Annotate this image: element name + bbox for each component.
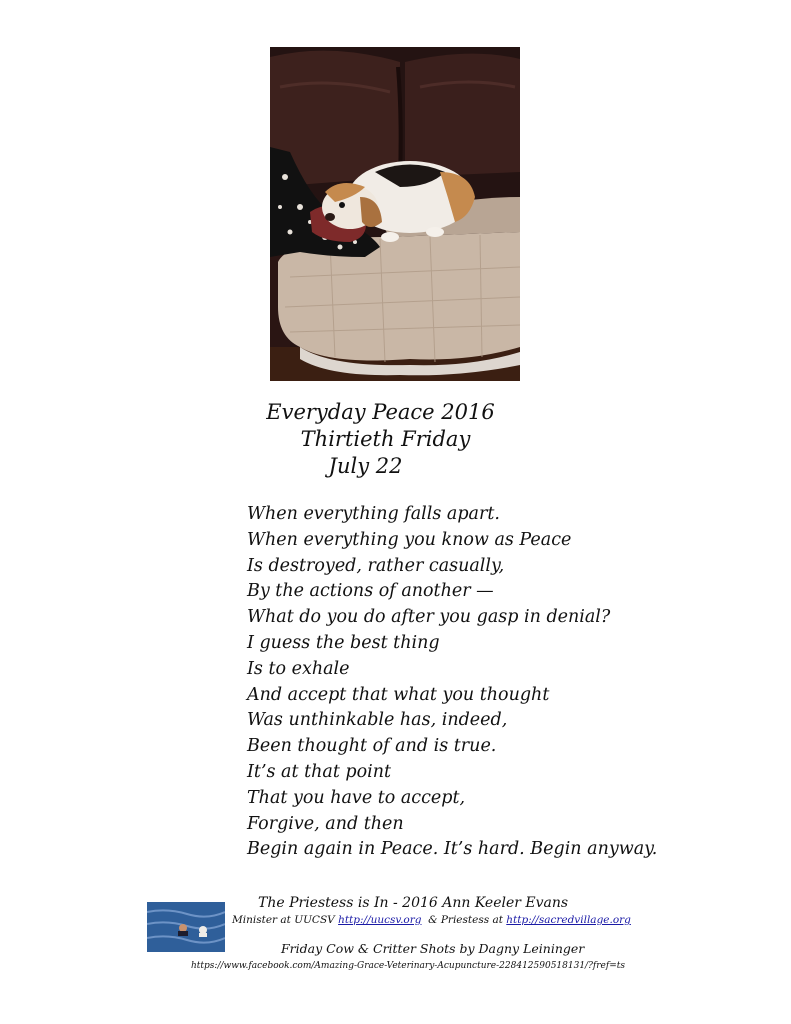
poem-line: What do you do after you gasp in denial? xyxy=(247,607,611,628)
credit-affiliations xyxy=(232,914,631,926)
poem-line: That you have to accept, xyxy=(247,787,466,808)
poem-line: Was unthinkable has, indeed, xyxy=(247,710,508,731)
poem-line: Begin again in Peace. It’s hard. Begin anyway. xyxy=(247,839,658,860)
facebook-url: https://www.facebook.com/Amazing-Grace-Veterinary-Acupuncture-228412590518131/?fref=ts xyxy=(191,961,625,971)
swimmers-illustration xyxy=(147,902,225,952)
poem-line: Is destroyed, rather casually, xyxy=(247,555,505,576)
poem-line: It’s at that point xyxy=(247,761,392,782)
poem-line: When everything falls apart. xyxy=(247,504,500,524)
priestess-label: & Priestess at xyxy=(421,914,507,926)
heading-week: Thirtieth Friday xyxy=(300,427,471,451)
poem-line: By the actions of another — xyxy=(247,581,494,602)
poem-line: Forgive, and then xyxy=(247,813,404,834)
poem-line: And accept that what you thought xyxy=(247,684,550,705)
poem-line: Is to exhale xyxy=(247,658,350,679)
swimmers-thumbnail xyxy=(147,902,225,952)
heading-title: Everyday Peace 2016 xyxy=(266,400,495,424)
poem-line: When everything you know as Peace xyxy=(247,529,572,550)
dog-photo-illustration xyxy=(270,47,520,381)
uucsv-link[interactable]: http://uucsv.org xyxy=(338,914,422,926)
credit-title: The Priestess is In - 2016 Ann Keeler Evans xyxy=(258,895,569,911)
poem-line: I guess the best thing xyxy=(247,632,440,653)
sacred-village-link[interactable]: http://sacredvillage.org xyxy=(506,914,631,926)
poem xyxy=(247,502,657,863)
dog-photo xyxy=(270,47,520,381)
minister-label: Minister at UUCSV xyxy=(232,914,339,926)
poem-line: Been thought of and is true. xyxy=(247,736,497,757)
heading-date: July 22 xyxy=(328,454,403,478)
photo-credit: Friday Cow & Critter Shots by Dagny Leininger xyxy=(281,941,585,956)
